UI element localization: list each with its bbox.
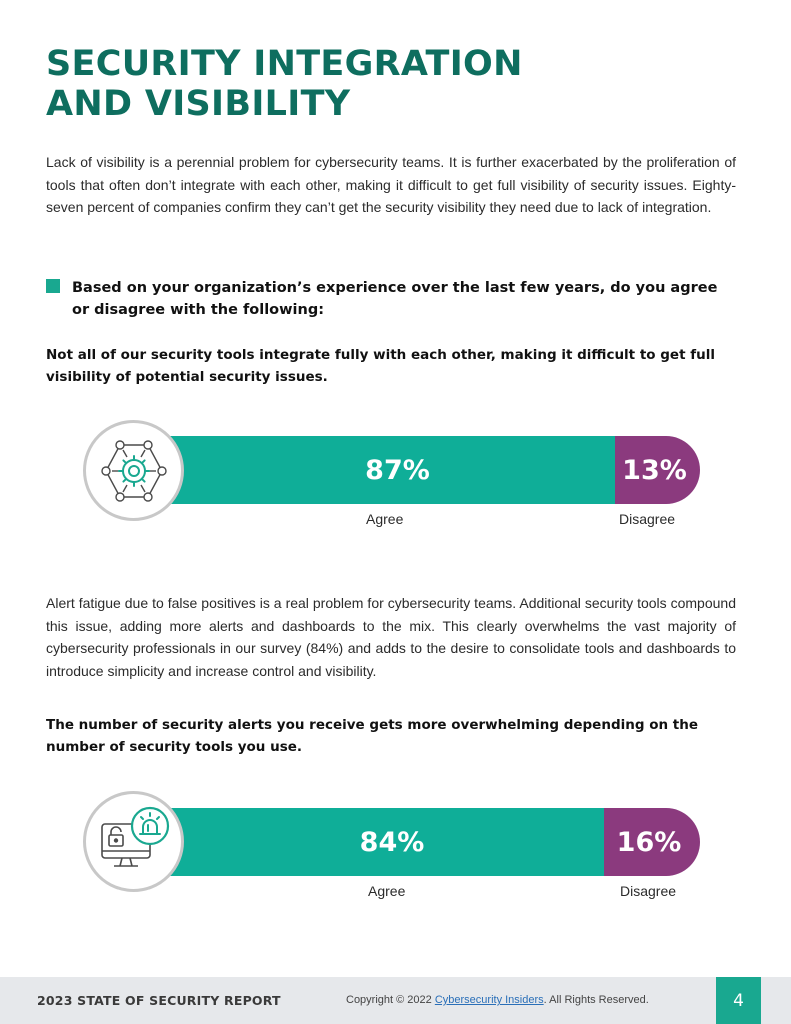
- disagree-label-2: Disagree: [620, 883, 677, 899]
- agree-segment-1: [150, 436, 615, 504]
- integration-gear-network-icon: [83, 420, 184, 521]
- result-bar-2: [150, 808, 700, 876]
- page-number: 4: [716, 977, 761, 1024]
- disagree-segment-2: [604, 808, 700, 876]
- page-title-line1: SECURITY INTEGRATION: [46, 44, 523, 84]
- disagree-value-2: 16%: [616, 826, 682, 858]
- disagree-value-1: 13%: [622, 454, 687, 486]
- page-title-line2: AND VISIBILITY: [46, 84, 351, 124]
- page-footer: [0, 977, 791, 1024]
- disagree-segment-1: [615, 436, 700, 504]
- intro-paragraph: Lack of visibility is a perennial problem for cybersecurity teams. It is further exacerbated by the proliferation of tools that often don’t integrate with each other, making it difficult to get full visibility of security issues. Eighty-seven percent of companies confirm they can’t get the security visibility they need due to lack of integration.: [46, 154, 736, 215]
- result-bar-1: [150, 436, 700, 504]
- disagree-label-1: Disagree: [619, 511, 676, 527]
- copyright-suffix: . All Rights Reserved.: [543, 994, 649, 1006]
- agree-segment-2: [150, 808, 604, 876]
- agree-value-1: 87%: [365, 454, 430, 486]
- body-paragraph-2: Alert fatigue due to false positives is a real problem for cybersecurity teams. Additional security tools compound this issue, adding more alerts and dashboards to the mix. This clearly overwhelms the vast majority of cybersecurity professionals in our survey (84%) and adds to the desire to consolidate tools and dashboards to introduce simplicity and increase control and visibility.: [46, 595, 736, 679]
- report-title: 2023 STATE OF SECURITY REPORT: [37, 993, 281, 1008]
- agree-label-2: Agree: [368, 883, 406, 899]
- copyright-prefix: Copyright © 2022: [346, 994, 435, 1006]
- copyright-text: [346, 994, 649, 1006]
- bullet-square-icon: [46, 279, 60, 293]
- statement-2: The number of security alerts you receive gets more overwhelming depending on the number of security tools you use.: [46, 717, 699, 755]
- monitor-lock-alarm-icon: [83, 791, 184, 892]
- cybersecurity-insiders-link[interactable]: Cybersecurity Insiders: [434, 994, 544, 1006]
- statement-1: Not all of our security tools integrate fully with each other, making it difficult to get full visibility of potential security issues.: [46, 347, 715, 385]
- survey-question: Based on your organization’s experience over the last few years, do you agree or disagree with the following:: [72, 280, 718, 318]
- agree-value-2: 84%: [359, 826, 425, 858]
- page-title: [46, 44, 523, 124]
- agree-label-1: Agree: [366, 511, 404, 527]
